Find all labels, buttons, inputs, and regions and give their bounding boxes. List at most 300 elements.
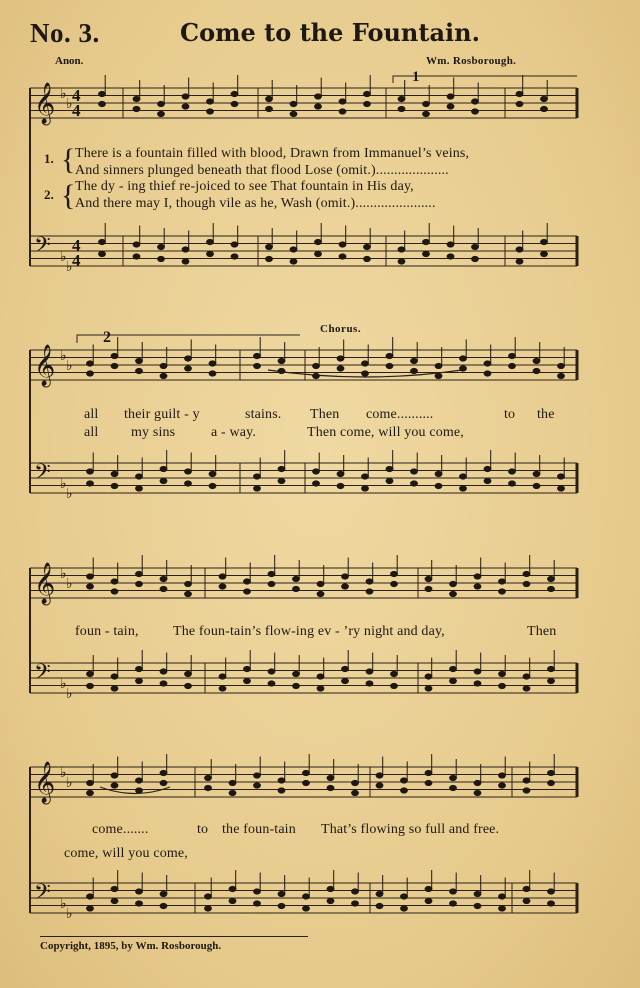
note-head [342,666,349,671]
time-signature-top-treble: 4 [72,86,81,105]
sys2-l1-w5: to [504,407,516,422]
sys3-l1-w2: Then [527,624,557,639]
note-head [425,586,432,591]
note-head [136,571,143,576]
note-head [111,363,118,368]
note-head [254,363,261,368]
note-head [160,373,167,378]
note-head [447,104,454,109]
note-head [111,674,118,679]
note-head [499,589,506,594]
note-head [541,106,548,111]
note-head [548,678,555,683]
note-head [376,891,383,896]
note-head [450,666,457,671]
sys4-l1-w2: the foun-tain [222,822,296,837]
sys4-l2-w0: come, will you come, [64,846,188,861]
note-head [509,363,516,368]
note-head [523,686,530,691]
note-head [303,770,310,775]
note-head [185,356,192,361]
note-head [484,361,491,366]
note-head [254,901,261,906]
note-head [160,478,167,483]
note-head [401,906,408,911]
note-head [290,247,297,252]
flat-icon: ♭ [66,358,73,374]
sys2-l2-w1: my sins [131,425,176,440]
note-head [342,678,349,683]
note-head [386,466,393,471]
note-head [87,683,94,688]
note-head [244,579,251,584]
sys2-l1-w3: Then [310,407,340,422]
bass-clef-icon: 𝄢 [34,233,51,263]
note-head [231,242,238,247]
note-head [111,483,118,488]
note-head [391,581,398,586]
note-head [87,584,94,589]
note-head [327,886,334,891]
note-head [499,773,506,778]
note-head [362,361,369,366]
note-head [313,363,320,368]
note-head [158,101,165,106]
note-head [352,901,359,906]
note-head [342,584,349,589]
note-head [425,886,432,891]
note-head [290,259,297,264]
verse-2-brace: { [61,179,76,212]
verse-2-number: 2. [44,187,54,202]
note-head [474,669,481,674]
note-head [185,366,192,371]
note-head [278,903,285,908]
note-head [447,94,454,99]
note-head [509,469,516,474]
verse-1-line-2: And sinners plunged beneath that flood Lose (omit.).................... [75,163,449,178]
note-head [401,894,408,899]
note-head [207,99,214,104]
note-head [136,901,143,906]
note-head [337,366,344,371]
note-head [339,109,346,114]
note-head [231,254,238,259]
note-head [474,681,481,686]
note-head [425,770,432,775]
note-head [425,898,432,903]
time-signature-bottom-bass: 4 [72,251,81,270]
note-head [266,106,273,111]
note-head [229,898,236,903]
note-head [317,581,324,586]
note-head [484,478,491,483]
note-head [87,361,94,366]
note-head [99,91,106,96]
note-head [352,780,359,785]
note-head [303,894,310,899]
flat-icon: ♭ [66,259,73,275]
note-head [87,671,94,676]
note-head [136,889,143,894]
note-head [293,576,300,581]
verse-2-line-1: The dy - ing thief re-joiced to see That fountain in His day, [75,179,414,194]
sys3-l1-w0: foun - tain, [75,624,139,639]
note-head [158,256,165,261]
note-head [523,571,530,576]
note-head [447,242,454,247]
note-head [111,589,118,594]
note-head [278,788,285,793]
note-head [447,254,454,259]
note-head [499,579,506,584]
note-head [523,898,530,903]
note-head [293,683,300,688]
note-head [423,251,430,256]
note-head [293,586,300,591]
note-head [516,101,523,106]
note-head [435,483,442,488]
note-head [558,373,565,378]
flat-icon: ♭ [66,486,73,502]
second-ending-number: 2 [103,329,112,346]
note-head [391,671,398,676]
note-head [337,356,344,361]
first-ending-number: 1 [412,69,420,85]
note-head [219,574,226,579]
note-head [205,775,212,780]
note-head [423,239,430,244]
note-head [472,109,479,114]
note-head [205,894,212,899]
flat-icon: ♭ [60,348,67,364]
note-head [472,99,479,104]
note-head [99,239,106,244]
note-head [558,363,565,368]
note-head [342,574,349,579]
flat-icon: ♭ [60,566,67,582]
note-head [398,259,405,264]
sys4-l1-w0: come....... [92,822,149,837]
note-head [111,783,118,788]
note-head [136,368,143,373]
note-head [133,96,140,101]
copyright-rule [40,936,308,937]
note-head [315,251,322,256]
words-credit: Anon. [55,55,84,67]
note-head [423,101,430,106]
note-head [474,903,481,908]
note-head [450,785,457,790]
treble-clef-icon: 𝄞 [34,762,56,803]
note-head [541,96,548,101]
note-head [207,251,214,256]
note-head [398,106,405,111]
note-head [111,353,118,358]
verse-1-brace: { [61,143,76,176]
note-head [558,486,565,491]
note-head [484,466,491,471]
note-head [533,368,540,373]
note-head [303,906,310,911]
treble-clef-icon: 𝄞 [34,563,56,604]
note-head [182,104,189,109]
note-head [339,242,346,247]
note-head [364,91,371,96]
note-head [327,898,334,903]
note-head [254,773,261,778]
note-head [244,678,251,683]
note-head [548,901,555,906]
note-head [111,686,118,691]
note-head [185,581,192,586]
note-head [315,94,322,99]
note-head [499,683,506,688]
note-head [160,466,167,471]
note-head [366,669,373,674]
note-head [136,788,143,793]
hymn-number: No. 3. [30,18,100,48]
note-head [450,901,457,906]
note-head [207,109,214,114]
note-head [160,681,167,686]
note-head [398,96,405,101]
note-head [533,471,540,476]
note-head [231,91,238,96]
note-head [111,579,118,584]
flat-icon: ♭ [60,86,67,102]
note-head [185,481,192,486]
sys2-l1-w0: all [84,407,99,422]
note-head [87,906,94,911]
note-head [229,780,236,785]
note-head [411,481,418,486]
note-head [523,886,530,891]
note-head [425,686,432,691]
sys2-l1-w4: come.......... [366,407,434,422]
verse-2-line-2: And there may I, though vile as he, Wash (omit.)...................... [75,196,436,211]
sys4-l1-w1: to [197,822,209,837]
note-head [376,783,383,788]
note-head [185,683,192,688]
note-head [229,886,236,891]
note-head [136,581,143,586]
note-head [327,785,334,790]
note-head [366,589,373,594]
note-head [472,256,479,261]
note-head [313,469,320,474]
note-head [474,584,481,589]
note-head [366,681,373,686]
note-head [254,486,261,491]
note-head [516,91,523,96]
note-head [278,358,285,363]
note-head [254,889,261,894]
note-head [266,244,273,249]
note-head [254,783,261,788]
note-head [450,678,457,683]
note-head [136,778,143,783]
note-head [182,247,189,252]
note-head [133,242,140,247]
note-head [87,780,94,785]
note-head [136,666,143,671]
sys2-l1-w6: the [537,407,555,422]
note-head [499,894,506,899]
note-head [484,371,491,376]
note-head [516,259,523,264]
note-head [266,256,273,261]
flat-icon: ♭ [66,775,73,791]
note-head [219,674,226,679]
note-head [209,471,216,476]
note-head [548,666,555,671]
chorus-label: Chorus. [320,323,362,335]
flat-icon: ♭ [66,576,73,592]
hymn-title: Come to the Fountain. [180,18,480,47]
note-head [160,770,167,775]
note-head [376,773,383,778]
note-head [548,770,555,775]
flat-icon: ♭ [60,476,67,492]
note-head [136,678,143,683]
note-head [87,469,94,474]
note-head [386,353,393,358]
note-head [364,101,371,106]
note-head [450,889,457,894]
note-head [364,244,371,249]
note-head [460,486,467,491]
note-head [290,101,297,106]
note-head [425,780,432,785]
note-head [548,780,555,785]
note-head [435,373,442,378]
note-head [401,778,408,783]
note-head [209,483,216,488]
note-head [278,478,285,483]
note-head [509,353,516,358]
sys2-l1-w2: stains. [245,407,282,422]
flat-icon: ♭ [66,906,73,922]
note-head [523,788,530,793]
note-head [133,254,140,259]
flat-icon: ♭ [60,249,67,265]
note-head [219,584,226,589]
note-head [185,671,192,676]
note-head [460,366,467,371]
note-head [460,356,467,361]
note-head [160,669,167,674]
verse-1-number: 1. [44,151,54,166]
sys4-l1-w3: That’s flowing so full and free. [321,822,500,837]
note-head [99,101,106,106]
note-head [450,775,457,780]
note-head [278,368,285,373]
note-head [182,94,189,99]
note-head [339,99,346,104]
note-head [293,671,300,676]
note-head [160,363,167,368]
note-head [352,889,359,894]
note-head [229,790,236,795]
note-head [266,96,273,101]
note-head [523,778,530,783]
note-head [541,239,548,244]
treble-clef-icon: 𝄞 [34,345,56,386]
note-head [523,674,530,679]
note-head [516,247,523,252]
note-head [337,471,344,476]
note-head [111,773,118,778]
note-head [317,686,324,691]
note-head [111,898,118,903]
note-head [254,474,261,479]
note-head [290,111,297,116]
note-head [136,358,143,363]
note-head [313,481,320,486]
note-head [158,111,165,116]
note-head [160,586,167,591]
tie [100,787,170,794]
note-head [268,581,275,586]
note-head [209,371,216,376]
time-signature-top-bass: 4 [72,236,81,255]
sys2-l2-w3: Then come, will you come, [307,425,464,440]
note-head [327,775,334,780]
note-head [244,666,251,671]
note-head [352,790,359,795]
note-head [499,906,506,911]
flat-icon: ♭ [60,765,67,781]
note-head [317,674,324,679]
note-head [391,571,398,576]
note-head [244,589,251,594]
note-head [313,373,320,378]
note-head [254,353,261,358]
note-head [136,486,143,491]
note-head [278,778,285,783]
note-head [182,259,189,264]
note-head [450,581,457,586]
note-head [136,474,143,479]
note-head [548,586,555,591]
note-head [317,591,324,596]
flat-icon: ♭ [66,686,73,702]
note-head [474,790,481,795]
note-head [460,474,467,479]
flat-icon: ♭ [60,896,67,912]
flat-icon: ♭ [60,676,67,692]
note-head [425,576,432,581]
note-head [391,683,398,688]
note-head [87,790,94,795]
note-head [185,591,192,596]
note-head [87,481,94,486]
time-signature-bottom-treble: 4 [72,101,81,120]
sys2-l1-w1: their guilt - y [124,407,200,422]
note-head [474,891,481,896]
note-head [558,474,565,479]
sys2-l2-w0: all [84,425,99,440]
note-head [207,239,214,244]
note-head [411,368,418,373]
note-head [315,239,322,244]
note-head [474,574,481,579]
note-head [303,780,310,785]
note-head [364,256,371,261]
note-head [472,244,479,249]
note-head [111,886,118,891]
